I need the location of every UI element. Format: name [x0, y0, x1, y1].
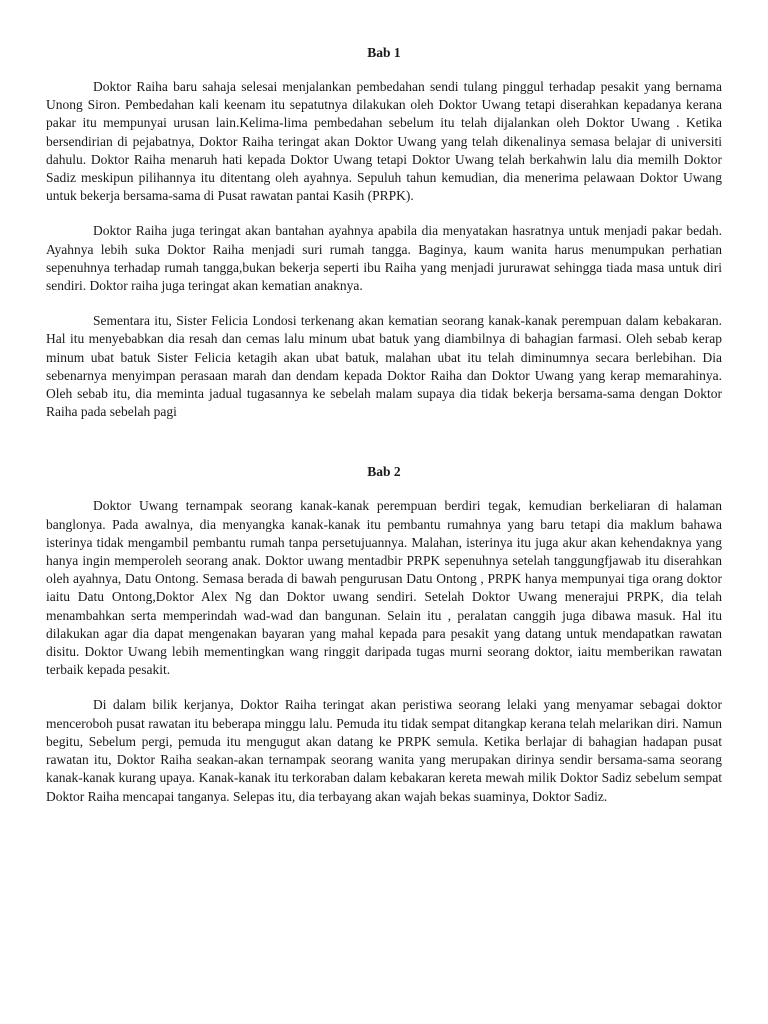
chapter-bab-1	[46, 44, 722, 421]
paragraph: Doktor Raiha baru sahaja selesai menjalankan pembedahan sendi tulang pinggul terhadap pesakit yang bernama Unong Siron. Pembedahan kali keenam itu sepatutnya dilakukan oleh Doktor Uwang tetapi diserahkan kepadanya kerana pakar itu mempunyai urusan lain.Kelima-lima pembedahan sebelum itu telah dijalankan oleh Doktor Uwang . Ketika bersendirian di pejabatnya, Doktor Raiha teringat akan Doktor Uwang yang telah dikenalinya semasa belajar di universiti dahulu. Doktor Raiha menaruh hati kepada Doktor Uwang tetapi Doktor Uwang telah berkahwin lalu dia memilh Doktor Sadiz meskipun pilihannya itu ditentang oleh ayahnya. Sepuluh tahun kemudian, dia menerima pelawaan Doktor Uwang untuk bekerja bersama-sama di Pusat rawatan pantai Kasih (PRPK).	[46, 79, 722, 204]
chapter-bab-2	[46, 463, 722, 805]
chapter-title: Bab 2	[367, 464, 401, 480]
paragraph: Sementara itu, Sister Felicia Londosi terkenang akan kematian seorang kanak-kanak perempuan dalam kebakaran. Hal itu menyebabkan dia resah dan cemas lalu minum ubat batuk yang diambilnya di bahagian farmasi. Oleh sebab kerap minum ubat batuk Sister Felicia ketagih akan ubat batuk, malahan ubat itu telah diminumnya secara berlebihan. Dia sebenarnya menyimpan perasaan marah dan dendam kepada Doktor Raiha dan Doktor Uwang yang kerap memarahinya. Oleh sebab itu, dia meminta jadual tugasannya ke sebelah malam supaya dia tidak bekerja bersama-sama dengan Doktor Raiha pada sebelah pagi	[46, 313, 722, 420]
chapter-title: Bab 1	[367, 45, 401, 60]
paragraph: Doktor Uwang ternampak seorang kanak-kanak perempuan berdiri tegak, kemudian berkeliaran di halaman banglonya. Pada awalnya, dia menyangka kanak-kanak itu pembantu rumahnya yang baru tetapi dia maklum bahawa isterinya tidak mengambil pembantu rumah tanpa persetujuannya. Malahan, isterinya itu juga akur akan kehendaknya yang hanya ingin memperoleh seorang anak. Doktor uwang mentadbir PRPK sepenuhnya setelah tanggungfjawab itu diserahkan oleh ayahnya, Datu Ontong. Semasa berada di bawah pengurusan Datu Ontong , PRPK hanya mempunyai tiga orang doktor iaitu Datu Ontong,Doktor Alex Ng dan Doktor uwang sendiri. Setelah Doktor Uwang menerajui PRPK, dia telah menambahkan serta memperindah wad-wad dan bangunan. Selain itu , peralatan canggih juga dibawa masuk. Hal itu dilakukan agar dia dapat mengenakan bayaran yang mahal kepada para pesakit yang datang untuk mendapatkan rawatan disitu. Doktor Uwang lebih mementingkan wang ringgit daripada tugas murni seorang doktor, iaitu memberikan rawatan terbaik kepada pesakit.	[46, 498, 722, 678]
paragraph: Doktor Raiha juga teringat akan bantahan ayahnya apabila dia menyatakan hasratnya untuk menjadi pakar bedah. Ayahnya lebih suka Doktor Raiha menjadi suri rumah tangga. Baginya, kaum wanita harus menumpukan perhatian sepenuhnya terhadap rumah tangga,bukan bekerja seperti ibu Raiha yang menjadi jururawat sehingga tiada masa untuk diri sendiri. Doktor raiha juga teringat akan kematian anaknya.	[46, 223, 722, 294]
paragraph: Di dalam bilik kerjanya, Doktor Raiha teringat akan peristiwa seorang lelaki yang menyamar sebagai doktor menceroboh pusat rawatan itu beberapa minggu lalu. Pemuda itu tidak sempat ditangkap kerana telah melarikan diri. Namun begitu, Sebelum pergi, pemuda itu mengugut akan datang ke PRPK semula. Ketika berlajar di bahagian hadapan pusat rawatan itu, Doktor Raiha seakan-akan ternampak seorang wanita yang merupakan dirinya sendir bersama-sama seorang kanak-kanak kurang upaya. Kanak-kanak itu terkoraban dalam kebakaran kereta mewah milik Doktor Sadiz sebelum sempat Doktor Raiha mencapai tanganya. Selepas itu, dia terbayang akan wajah bekas suaminya, Doktor Sadiz.	[46, 697, 722, 804]
document-page	[46, 44, 722, 823]
